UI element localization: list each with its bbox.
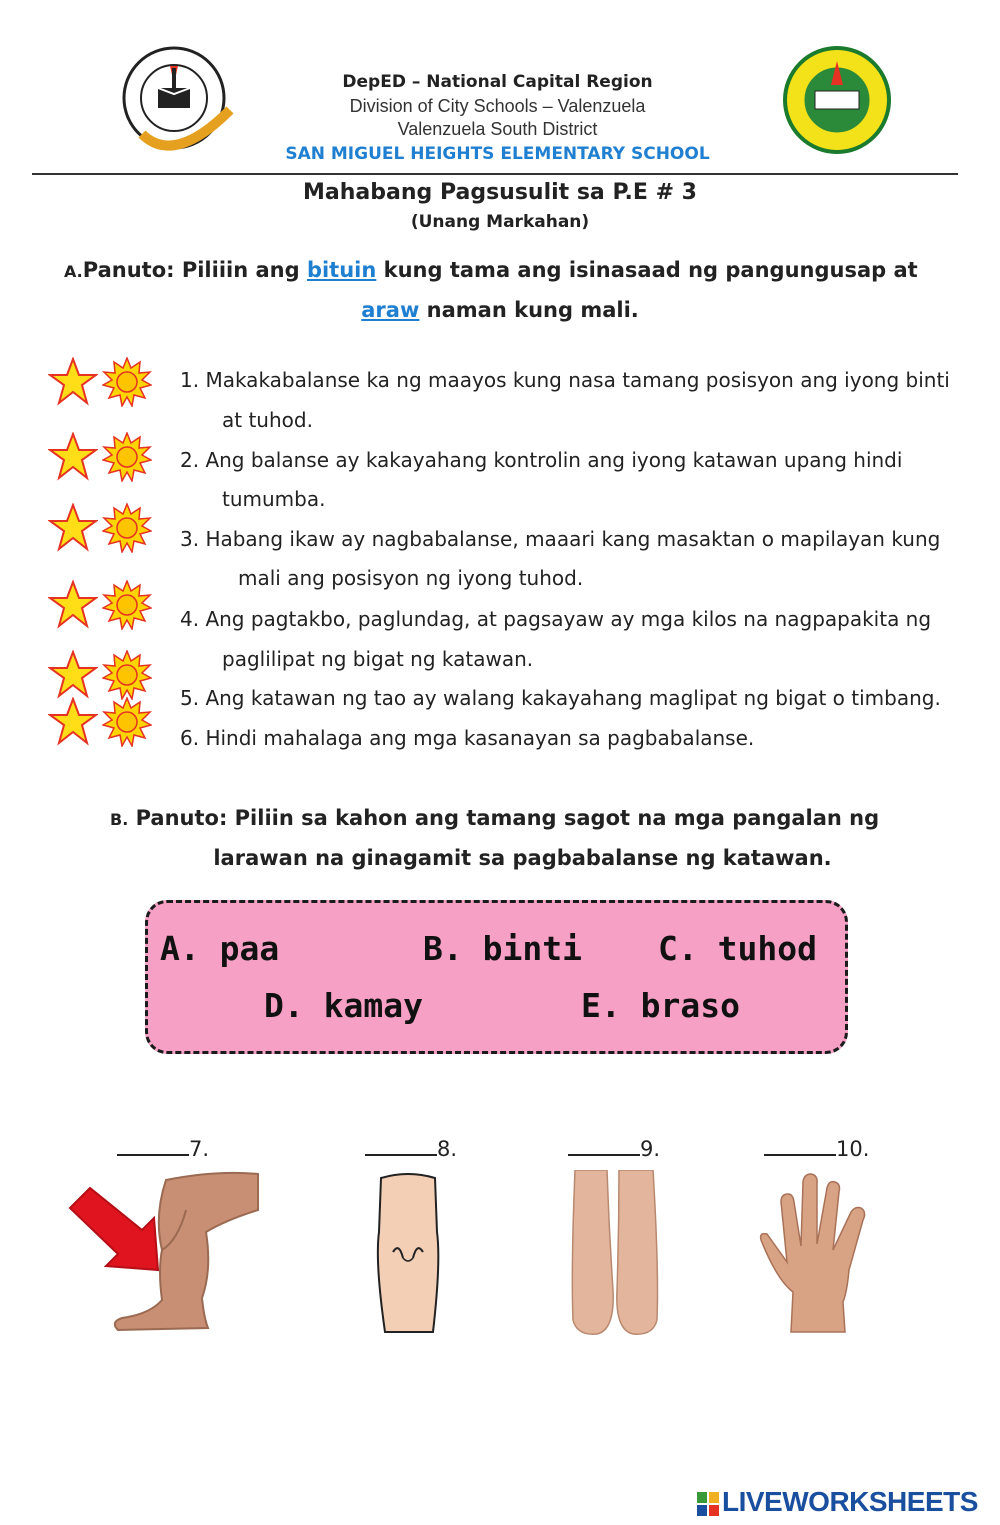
hand-image: [757, 1172, 883, 1336]
answer-blank-10: 10.: [764, 1134, 869, 1161]
statement-4-cont: paglilipat ng bigat ng katawan.: [222, 647, 534, 671]
sun-icon[interactable]: [102, 503, 152, 553]
district-heading: Valenzuela South District: [397, 119, 598, 139]
choices-box: [145, 900, 848, 1054]
sun-icon[interactable]: [102, 357, 152, 407]
choice-c: C. tuhod: [658, 929, 817, 968]
answer-input-7[interactable]: [117, 1134, 189, 1156]
sun-icon[interactable]: [102, 580, 152, 630]
answer-choice-row-3: [48, 503, 160, 553]
sun-icon[interactable]: [102, 432, 152, 482]
statement-2: 2. Ang balanse ay kakayahang kontrolin ang iyong katawan upang hindi: [180, 448, 903, 472]
answer-blank-7: 7.: [117, 1134, 209, 1161]
liveworksheets-logo-icon: [697, 1492, 719, 1516]
red-arrow-icon: [70, 1188, 158, 1270]
school-seal-logo: [775, 45, 901, 155]
answer-input-8[interactable]: [365, 1134, 437, 1156]
keyword-bituin: bituin: [306, 258, 377, 282]
part-b-letter: B.: [110, 810, 129, 829]
star-icon[interactable]: [48, 650, 98, 700]
header-divider: [32, 173, 958, 175]
choice-b: B. binti: [423, 929, 582, 968]
part-b-instruction: B. Panuto: Piliin sa kahon ang tamang sagot na mga pangalan ng: [110, 806, 880, 830]
part-a-instruction-cont: araw naman kung mali.: [361, 298, 639, 322]
statement-3: 3. Habang ikaw ay nagbabalanse, maaari kang masaktan o mapilayan kung: [180, 527, 941, 551]
sun-icon[interactable]: [102, 697, 152, 747]
sun-icon[interactable]: [102, 650, 152, 700]
statement-6: 6. Hindi mahalaga ang mga kasanayan sa pagbabalanse.: [180, 726, 755, 750]
answer-blank-8: 8.: [365, 1134, 457, 1161]
answer-choice-row-6: [48, 697, 160, 747]
division-seal-logo: [112, 40, 248, 160]
answer-choice-row-4: [48, 580, 160, 630]
school-name: SAN MIGUEL HEIGHTS ELEMENTARY SCHOOL: [285, 144, 710, 164]
part-a-letter: A.: [64, 262, 83, 281]
star-icon[interactable]: [48, 503, 98, 553]
choice-d: D. kamay: [264, 986, 423, 1025]
region-heading: DepED – National Capital Region: [342, 72, 653, 92]
star-icon[interactable]: [48, 357, 98, 407]
answer-choice-row-1: [48, 357, 160, 407]
page-title: Mahabang Pagsusulit sa P.E # 3: [303, 180, 697, 205]
choice-a: A. paa: [160, 929, 280, 968]
answer-blank-9: 9.: [568, 1134, 660, 1161]
page-subtitle: (Unang Markahan): [410, 212, 590, 232]
liveworksheets-brand: LIVEWORKSHEETS: [722, 1486, 978, 1517]
part-a-instruction: A.Panuto: Piliiin ang bituin kung tama ang isinasaad ng pangungusap at: [64, 258, 918, 282]
statement-1-cont: at tuhod.: [222, 408, 313, 432]
statement-2-cont: tumumba.: [222, 487, 326, 511]
statement-5: 5. Ang katawan ng tao ay walang kakayahang maglipat ng bigat o timbang.: [180, 686, 941, 710]
part-b-instruction-cont: larawan na ginagamit sa pagbabalanse ng katawan.: [213, 846, 832, 870]
answer-choice-row-2: [48, 432, 160, 482]
answer-input-9[interactable]: [568, 1134, 640, 1156]
answer-input-10[interactable]: [764, 1134, 836, 1156]
feet-image: [567, 1170, 663, 1336]
keyword-araw: araw: [361, 298, 420, 322]
statement-1: 1. Makakabalanse ka ng maayos kung nasa tamang posisyon ang iyong binti: [180, 368, 950, 392]
knee-image: [373, 1172, 443, 1336]
statement-3-cont: mali ang posisyon ng iyong tuhod.: [238, 566, 584, 590]
star-icon[interactable]: [48, 432, 98, 482]
star-icon[interactable]: [48, 697, 98, 747]
division-heading: Division of City Schools – Valenzuela: [349, 96, 646, 116]
leg-knee-image: [66, 1170, 262, 1336]
answer-choice-row-5: [48, 650, 160, 700]
statement-4: 4. Ang pagtakbo, paglundag, at pagsayaw ay mga kilos na nagpapakita ng: [180, 607, 932, 631]
star-icon[interactable]: [48, 580, 98, 630]
choice-e: E. braso: [581, 986, 740, 1025]
